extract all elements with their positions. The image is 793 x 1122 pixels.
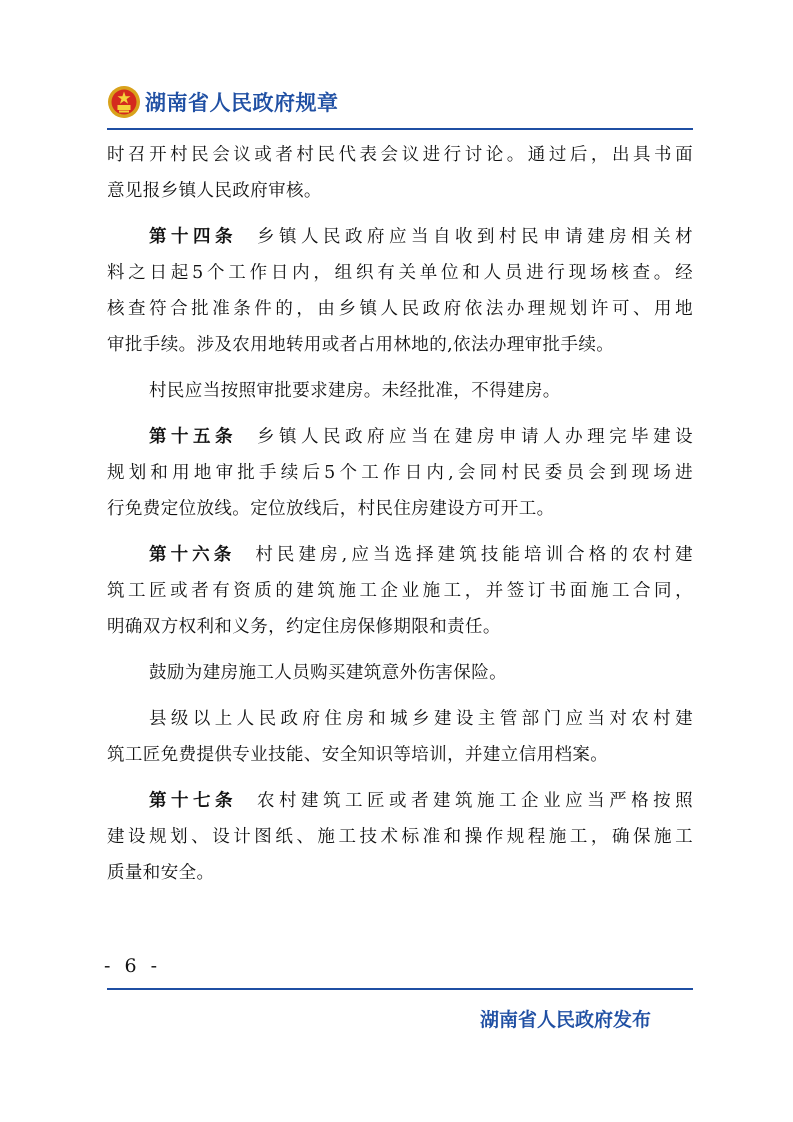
text-line	[107, 855, 693, 891]
article-paragraph	[107, 537, 693, 645]
article-paragraph	[107, 783, 693, 891]
line-text: 时召开村民会议或者村民代表会议进行讨论。通过后，出具书面	[107, 145, 693, 165]
line-text: 料之日起5个工作日内，组织有关单位和人员进行现场核查。经	[107, 263, 693, 283]
line-text: 乡镇人民政府应当自收到村民申请建房相关材	[257, 227, 693, 247]
text-line	[107, 573, 693, 609]
line-text: 建设规划、设计图纸、施工技术标准和操作规程施工，确保施工	[107, 827, 693, 847]
footer-divider	[107, 988, 693, 990]
text-line	[107, 219, 693, 255]
regulation-body	[107, 137, 693, 891]
text-line	[107, 373, 693, 409]
national-emblem-icon	[107, 85, 141, 119]
text-line	[107, 173, 693, 209]
line-text: 农村建筑工匠或者建筑施工企业应当严格按照	[257, 791, 693, 811]
paragraph	[107, 137, 693, 209]
article-paragraph	[107, 219, 693, 363]
text-line	[107, 701, 693, 737]
paragraph	[107, 373, 693, 409]
text-line	[107, 819, 693, 855]
line-text: 明确双方权利和义务，约定住房保修期限和责任。	[107, 617, 501, 637]
line-text: 审批手续。涉及农用地转用或者占用林地的,依法办理审批手续。	[107, 335, 615, 355]
text-line	[107, 455, 693, 491]
text-line	[107, 609, 693, 645]
paragraph	[107, 701, 693, 773]
line-text: 村民应当按照审批要求建房。未经批准，不得建房。	[149, 381, 561, 401]
text-line	[107, 655, 693, 691]
line-text: 筑工匠或者有资质的建筑施工企业施工，并签订书面施工合同，	[107, 581, 693, 601]
line-text: 行免费定位放线。定位放线后，村民住房建设方可开工。	[107, 499, 555, 519]
text-line	[107, 737, 693, 773]
page-number: - 6 -	[104, 955, 162, 977]
article-number: 第十四条	[149, 227, 238, 247]
text-line	[107, 255, 693, 291]
document-header	[107, 84, 339, 120]
line-text: 意见报乡镇人民政府审核。	[107, 181, 322, 201]
text-line	[107, 291, 693, 327]
paragraph	[107, 655, 693, 691]
header-title: 湖南省人民政府规章	[145, 91, 339, 115]
footer-publisher: 湖南省人民政府发布	[480, 1009, 652, 1031]
header-divider	[107, 128, 693, 130]
line-text: 筑工匠免费提供专业技能、安全知识等培训，并建立信用档案。	[107, 745, 609, 765]
text-line	[107, 537, 693, 573]
line-text: 村民建房,应当选择建筑技能培训合格的农村建	[255, 545, 693, 565]
line-text: 质量和安全。	[107, 863, 215, 883]
line-text: 规划和用地审批手续后5个工作日内,会同村民委员会到现场进	[107, 463, 693, 483]
text-line	[107, 419, 693, 455]
line-text: 乡镇人民政府应当在建房申请人办理完毕建设	[257, 427, 693, 447]
article-number: 第十七条	[149, 791, 238, 811]
article-number: 第十六条	[149, 545, 236, 565]
text-line	[107, 491, 693, 527]
article-paragraph	[107, 419, 693, 527]
article-number: 第十五条	[149, 427, 238, 447]
text-line	[107, 783, 693, 819]
line-text: 县级以上人民政府住房和城乡建设主管部门应当对农村建	[149, 709, 693, 729]
line-text: 核查符合批准条件的，由乡镇人民政府依法办理规划许可、用地	[107, 299, 693, 319]
line-text: 鼓励为建房施工人员购买建筑意外伤害保险。	[149, 663, 507, 683]
text-line	[107, 327, 693, 363]
text-line	[107, 137, 693, 173]
